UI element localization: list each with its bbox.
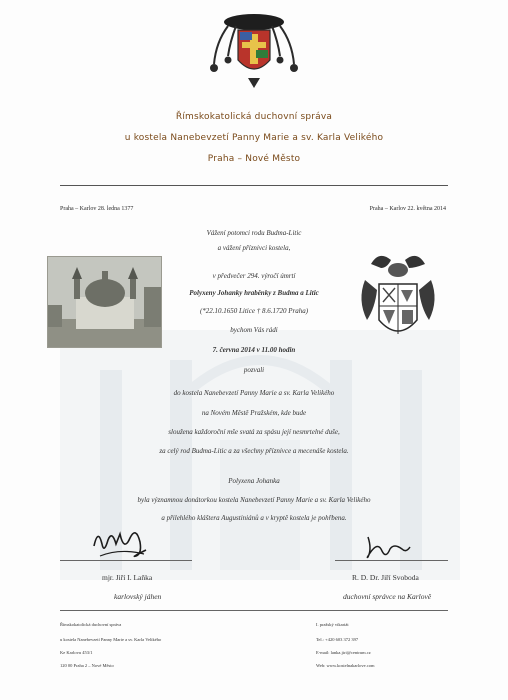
signer-right-name: R. D. Dr. Jiří Svoboda [352, 573, 419, 582]
body-line-burial: a přilehlého kláštera Augustiniánů a v kryptě kostela je pohřbena. [161, 514, 347, 522]
heading-line-3: Praha – Nové Město [207, 154, 301, 164]
footer-left-line-3: Ke Karlovu 453/1 [60, 650, 93, 655]
body-line-church: do kostela Nanebevzetí Panny Marie a sv. Karla Velikého [173, 389, 335, 397]
body-line-invited: pozvali [243, 366, 265, 374]
heading-line-1: Římskokatolická duchovní správa [175, 112, 333, 122]
body-line-polyxena: Polyxena Johanka [228, 477, 280, 485]
signature-line-left [60, 560, 192, 561]
body-line-location: na Novém Městě Pražském, kde bude [201, 409, 307, 417]
footer-left-line-2: u kostela Nanebevzetí Panny Marie a sv. Karla Velikého [60, 637, 162, 642]
body-line-event-date: 7. června 2014 v 11.00 hodin [212, 346, 296, 354]
ecclesiastical-crest-image [206, 12, 302, 90]
signer-left-name: mjr. Jiří I. Laňka [102, 573, 153, 582]
salutation-line-2: a vážení příznivci kostela, [217, 244, 291, 252]
footer-right-email: E-mail: lanka.jiri@centrum.cz [316, 650, 371, 655]
body-line-mass: sloužena každoroční mše svatá za spásu její nesmrtelné duše, [168, 428, 340, 436]
footer-left-line-1: Římskokatolická duchovní správa [60, 622, 122, 627]
family-coat-of-arms [357, 250, 439, 350]
body-line-life-dates: (*22.10.1650 Litice † 8.6.1720 Praha) [199, 307, 309, 315]
footer-left-line-4: 120 00 Praha 2 – Nové Město [60, 663, 114, 668]
body-line-family: za celý rod Budma-Litic a za všechny příznivce a mecenáše kostela. [159, 447, 349, 455]
header-divider [60, 185, 448, 186]
salutation-line-1: Vážení potomci rodu Budma-Litic [206, 229, 302, 237]
signer-left-title: karlovský jáhen [114, 592, 162, 601]
footer-right-web: Web: www.kostelnakarlove.com [316, 663, 375, 668]
church-photo [47, 256, 162, 348]
footer-right-line-1: I. pražský vikariát [316, 622, 349, 627]
body-line-donor: byla významnou donátorkou kostela Nanebevzetí Panny Marie a sv. Karla Velikého [137, 496, 371, 504]
footer-divider [60, 610, 448, 611]
date-left: Praha – Karlov 28. ledna 1377 [60, 206, 134, 212]
body-line-anniversary: v předvečer 294. výročí úmrtí [212, 272, 296, 280]
signer-right-title: duchovní správce na Karlově [343, 592, 432, 601]
handwritten-signature-right [362, 533, 412, 561]
date-right: Praha – Karlov 22. května 2014 [369, 206, 446, 212]
handwritten-signature-left [90, 520, 150, 562]
body-line-countess-name: Polyxeny Johanky hraběnky z Budma a Litic [189, 289, 319, 297]
heading-line-2: u kostela Nanebevzetí Panny Marie a sv. Karla Velikého [124, 133, 384, 143]
body-line-invite: bychom Vás rádi [230, 326, 278, 334]
signature-line-right [335, 560, 448, 561]
footer-right-phone: Tel.: +420 603 372 397 [316, 637, 359, 642]
